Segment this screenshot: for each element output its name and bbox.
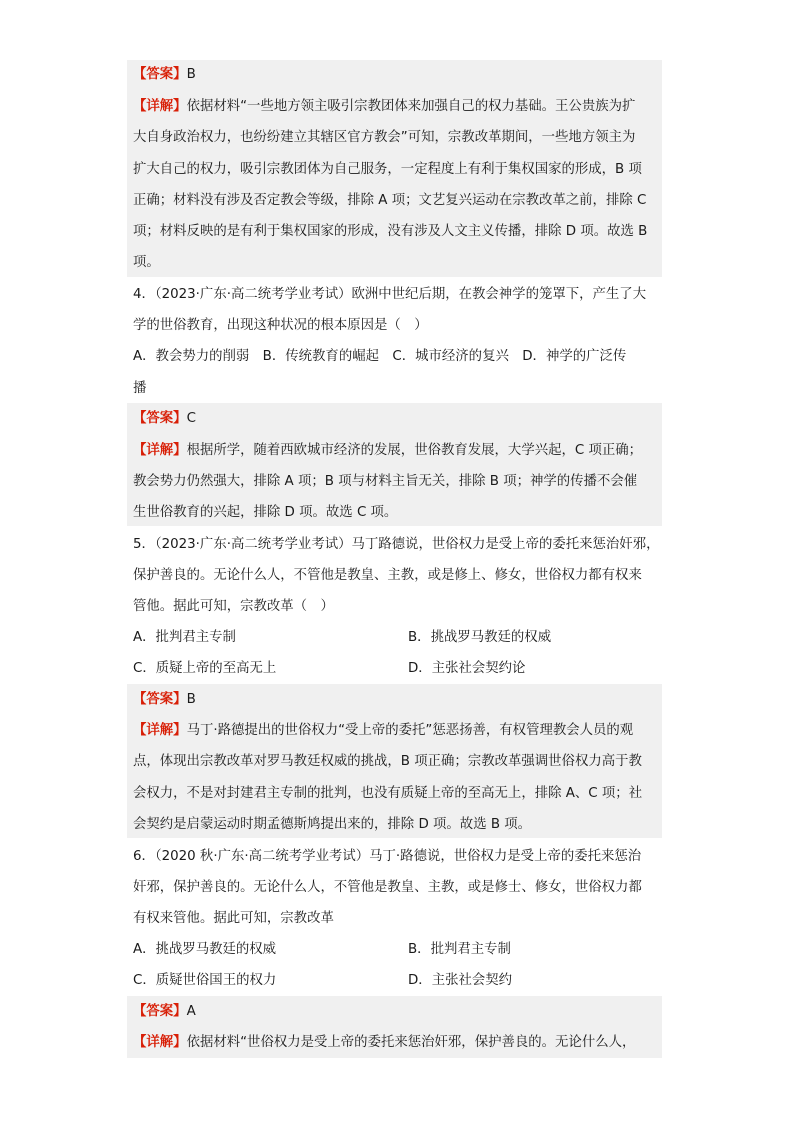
detail-line: 生世俗教育的兴起，排除 D 项。故选 C 项。	[133, 505, 398, 520]
detail-line: 项；材料反映的是有利于集权国家的形成，没有涉及人文主义传播，排除 D 项。故选 B	[133, 224, 648, 239]
option-c: C．质疑世俗国王的权力	[133, 973, 277, 988]
detail-tag: 【详解】	[133, 1035, 187, 1050]
answer-value: A	[186, 1004, 196, 1019]
detail-tag: 【详解】	[133, 99, 187, 114]
question-stem: 5．（2023·广东·高二统考学业考试）马丁路德说，世俗权力是受上帝的委托来惩治奸邪，	[133, 537, 660, 552]
detail-line: 会权力，不是对封建君主专制的批判，也没有质疑上帝的至高无上，排除 A、C 项；社	[133, 786, 643, 801]
detail-line	[133, 97, 635, 117]
question-stem: 学的世俗教育，出现这种状况的根本原因是（ ）	[133, 318, 428, 333]
question-stem: 有权来管他。据此可知，宗教改革	[133, 911, 334, 926]
detail-tag: 【详解】	[133, 723, 187, 738]
detail-line: 项。	[133, 255, 160, 270]
option-d: D．主张社会契约	[408, 973, 513, 988]
option-a: A．批判君主专制	[133, 630, 236, 645]
question-options: 播	[133, 381, 147, 396]
answer-value: C	[186, 411, 196, 426]
option-b: B．批判君主专制	[408, 942, 511, 957]
detail-text: 依据材料“世俗权力是受上帝的委托来惩治奸邪，保护善良的。无论什么人，	[186, 1035, 636, 1050]
question-stem: 管他。据此可知，宗教改革（ ）	[133, 599, 334, 614]
detail-line: 正确；材料没有涉及否定教会等级，排除 A 项；文艺复兴运动在宗教改革之前，排除 C	[133, 193, 647, 208]
detail-line: 扩大自己的权力，吸引宗教团体为自己服务，一定程度上有利于集权国家的形成，B 项	[133, 162, 642, 177]
option-c: C．质疑上帝的至高无上	[133, 661, 277, 676]
detail-line: 大自身政治权力，也纷纷建立其辖区官方教会”可知，宗教改革期间，一些地方领主为	[133, 130, 636, 145]
detail-line	[133, 721, 633, 741]
answer-tag: 【答案】	[133, 411, 187, 426]
answer-line	[133, 1002, 196, 1022]
detail-tag: 【详解】	[133, 443, 187, 458]
option-d: D．主张社会契约论	[408, 661, 526, 676]
question-stem: 奸邪，保护善良的。无论什么人，不管他是教皇、主教，或是修士、修女，世俗权力都	[133, 880, 642, 895]
answer-tag: 【答案】	[133, 1004, 187, 1019]
question-options: A．教会势力的削弱 B．传统教育的崛起 C．城市经济的复兴 D．神学的广泛传	[133, 349, 627, 364]
answer-line	[133, 690, 196, 710]
detail-text: 根据所学，随着西欧城市经济的发展，世俗教育发展，大学兴起，C 项正确；	[186, 443, 643, 458]
question-stem: 4．（2023·广东·高二统考学业考试）欧洲中世纪后期，在教会神学的笼罩下，产生了大	[133, 287, 647, 302]
detail-line: 点，体现出宗教改革对罗马教廷权威的挑战，B 项正确；宗教改革强调世俗权力高于教	[133, 754, 642, 769]
answer-line	[133, 409, 196, 429]
detail-line: 教会势力仍然强大，排除 A 项；B 项与材料主旨无关，排除 B 项；神学的传播不会催	[133, 474, 638, 489]
answer-line	[133, 65, 196, 85]
detail-line	[133, 1033, 635, 1053]
detail-line	[133, 441, 642, 461]
answer-value: B	[186, 67, 196, 82]
detail-text: 依据材料“一些地方领主吸引宗教团体来加强自己的权力基础。王公贵族为扩	[186, 99, 636, 114]
question-stem: 保护善良的。无论什么人，不管他是教皇、主教，或是修上、修女，世俗权力都有权来	[133, 568, 642, 583]
detail-line: 会契约是启蒙运动时期孟德斯鸠提出来的，排除 D 项。故选 B 项。	[133, 817, 532, 832]
option-b: B．挑战罗马教廷的权威	[408, 630, 552, 645]
answer-tag: 【答案】	[133, 67, 187, 82]
answer-tag: 【答案】	[133, 692, 187, 707]
detail-text: 马丁·路德提出的世俗权力“受上帝的委托”惩恶扬善，有权管理教会人员的观	[186, 723, 634, 738]
answer-value: B	[186, 692, 196, 707]
question-stem: 6．（2020 秋·广东·高二统考学业考试）马丁·路德说，世俗权力是受上帝的委托来惩治	[133, 849, 642, 864]
option-a: A．挑战罗马教廷的权威	[133, 942, 277, 957]
